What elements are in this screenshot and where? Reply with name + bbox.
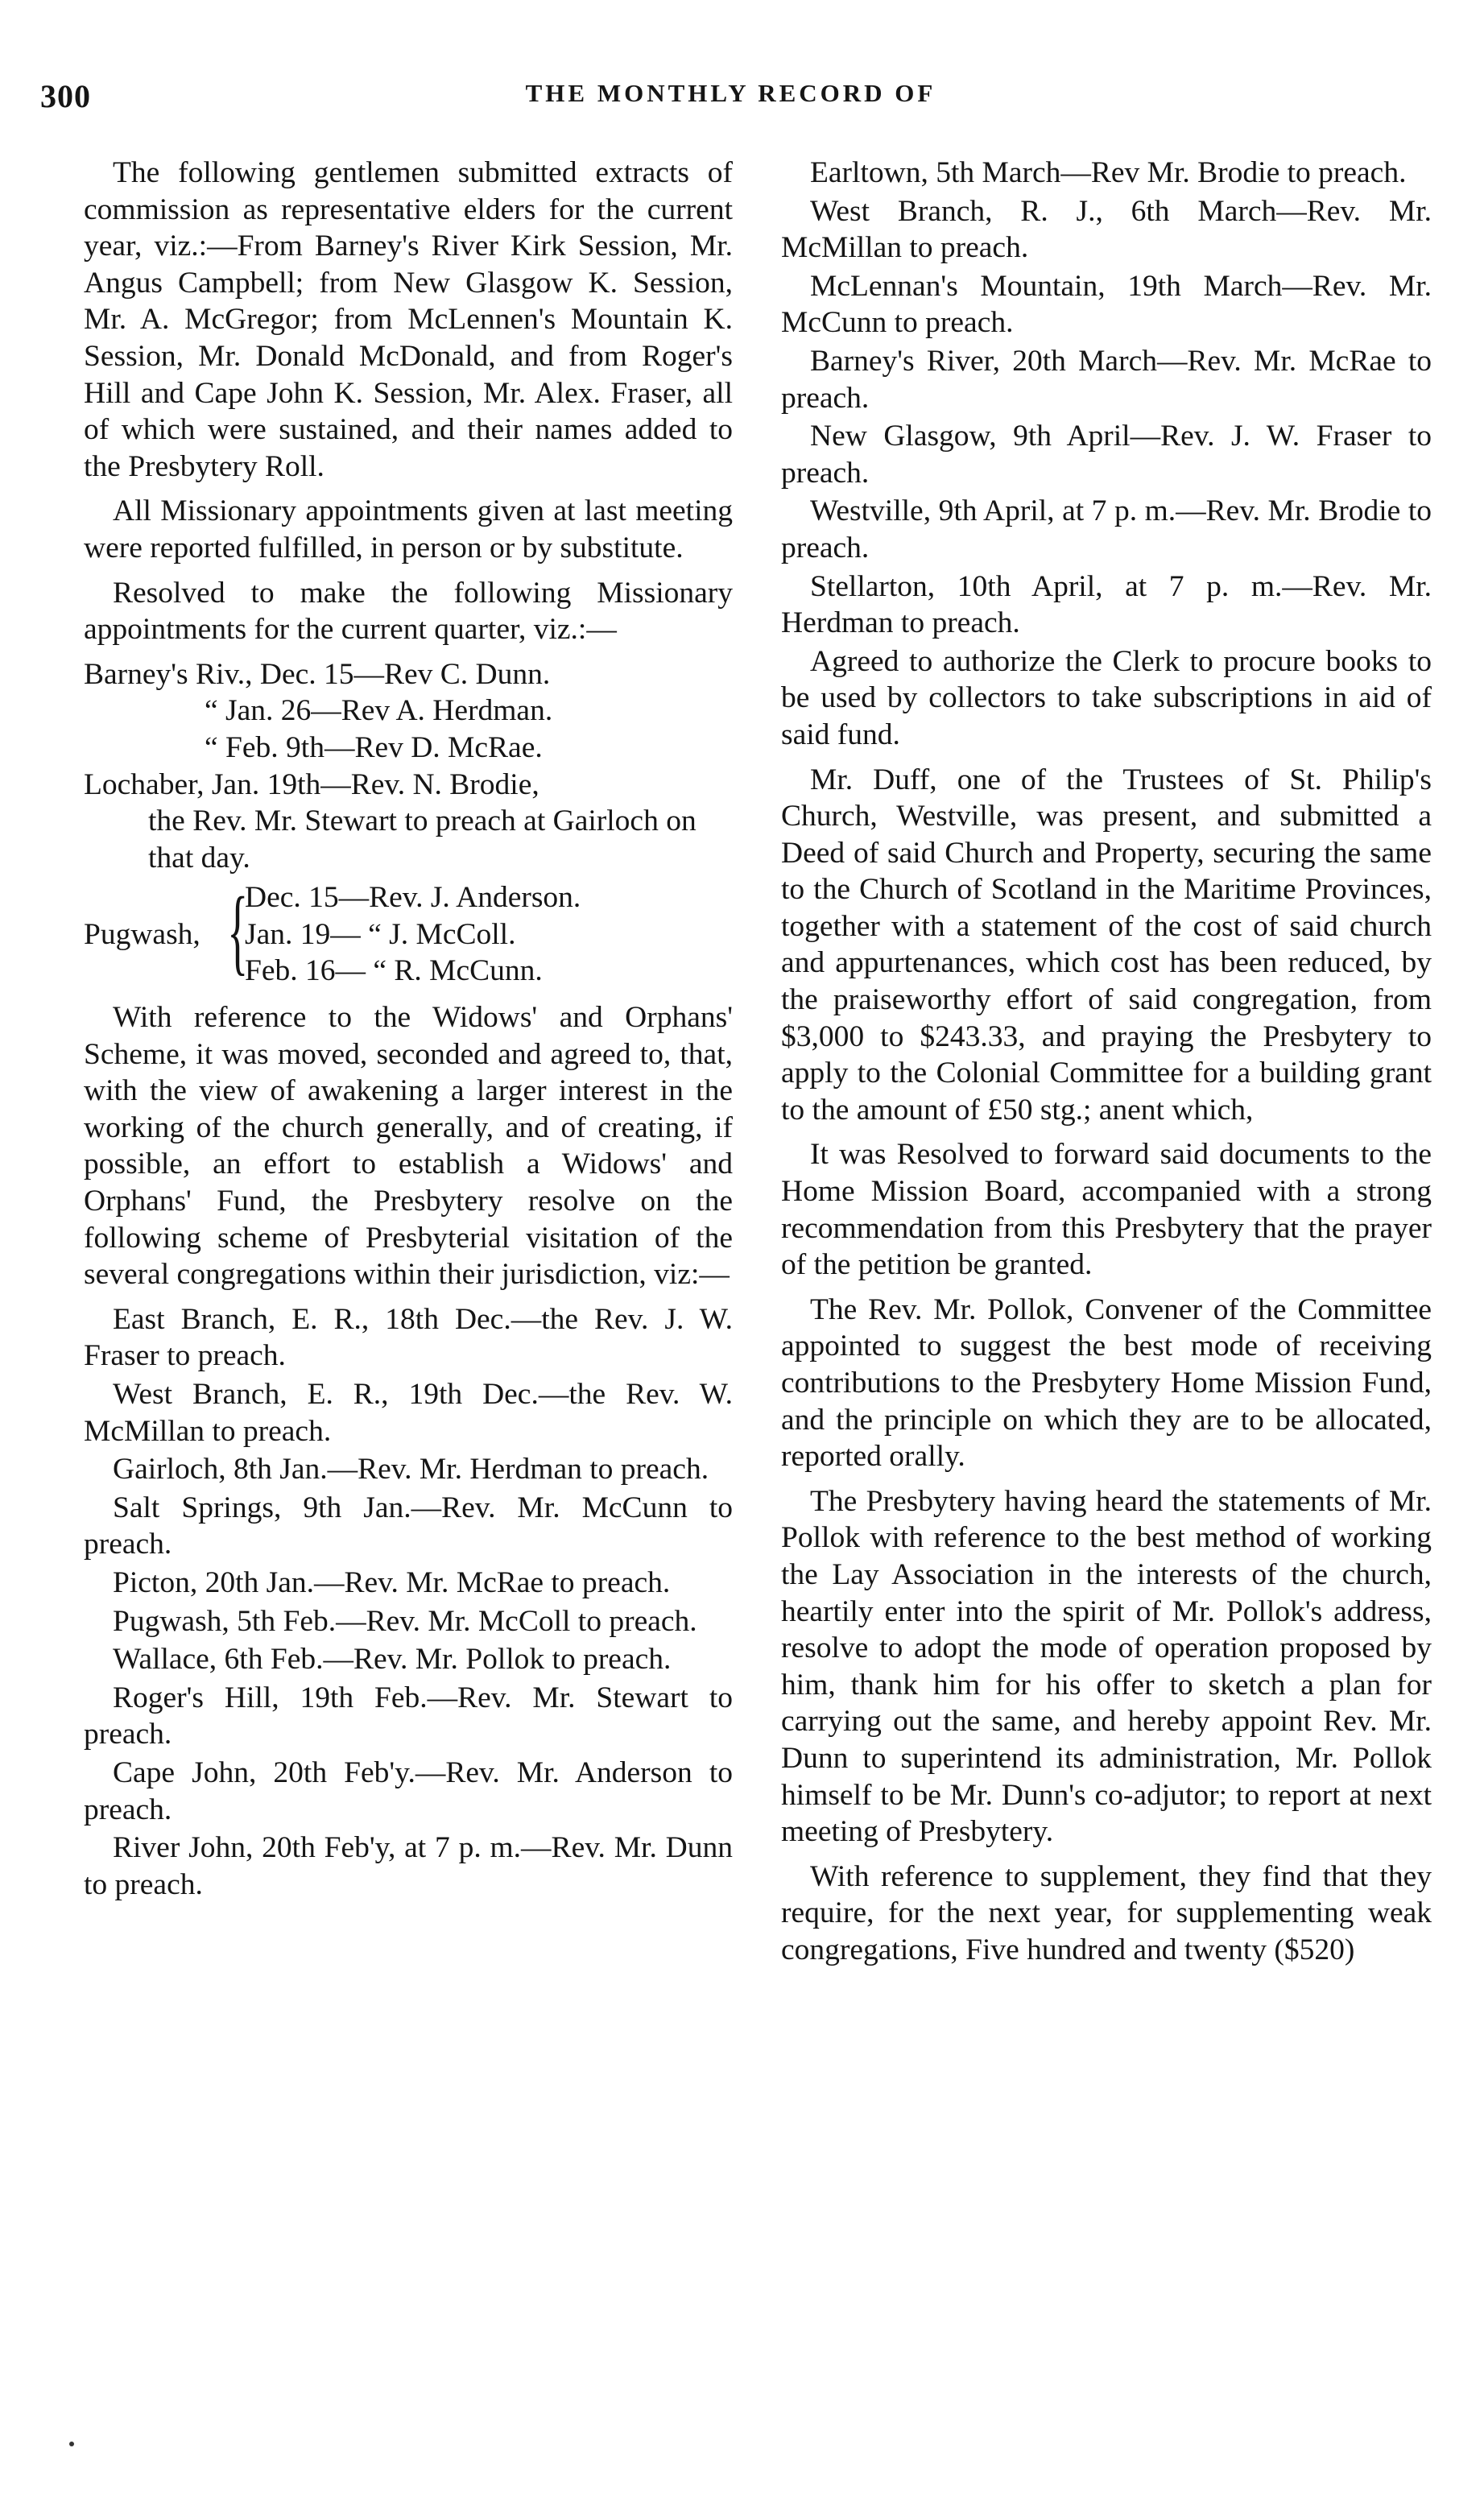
visitation-gairloch: Gairloch, 8th Jan.—Rev. Mr. Herdman to preach. [113,1453,709,1487]
pugwash-label: Pugwash, [84,917,200,951]
paragraph-st-philips-church: Mr. Duff, one of the Trustees of St. Philip's Church, Westville, was present, and submitted a Deed of said Church and Property, securing the same to the Church of Scotland in the Maritime Provinces, together with a statement of the cost of said church and appurtenances, which cost has been reduced, by the praiseworthy effort of said congregation, from $3,000 to $243.33, and praying the Presbytery to apply to the Colonial Committee for a building grant to the amount of £50 stg.; anent which, [781,763,1432,1127]
paragraph-lay-association: The Presbytery having heard the statements of Mr. Pollok with reference to the best method of working the Lay Association in the interests of the church, heartily enter into the spirit of Mr. Pollok's address, resolve to adopt the mode of operation proposed by him, thank him for his offer to sketch a plan for carrying out the same, and hereby appoint Rev. Mr. Dunn to superintend its administration, Mr. Pollok himself to be Mr. Dunn's co-adjutor; to report at next meeting of Presbytery. [781,1484,1432,1849]
visitation-rogers-hill: Roger's Hill, 19th Feb.—Rev. Mr. Stewart to preach. [84,1681,733,1751]
visitation-cape-john: Cape John, 20th Feb'y.—Rev. Mr. Anderson to preach. [84,1755,733,1826]
visitation-river-john: River John, 20th Feb'y, at 7 p. m.—Rev. Mr. Dunn to preach. [84,1831,733,1901]
visitation-earltown: Earltown, 5th March—Rev Mr. Brodie to preach. [810,156,1407,189]
visitation-picton: Picton, 20th Jan.—Rev. Mr. McRae to preach. [113,1565,671,1599]
appointment-lochaber-gairloch: the Rev. Mr. Stewart to preach at Gairloch on that day. [148,804,697,875]
page-number: 300 [40,78,91,114]
visitation-west-branch-rj: West Branch, R. J., 6th March—Rev. Mr. McMillan to preach. [781,194,1432,265]
visitation-barneys-river: Barney's River, 20th March—Rev. Mr. McRae to preach. [781,344,1432,415]
visitation-stellarton: Stellarton, 10th April, at 7 p. m.—Rev. Mr. Herdman to preach. [781,569,1432,640]
paragraph-supplement: With reference to supplement, they find that they require, for the next year, for supplementing weak congregations, Five hundred and twenty ($520) [781,1859,1432,1966]
page-header [40,77,1421,126]
paragraph-resolved-forward: It was Resolved to forward said documents to the Home Mission Board, accompanied with a strong recommendation from this Presbytery that the prayer of the petition be granted. [781,1138,1432,1282]
paragraph-collector-books: Agreed to authorize the Clerk to procure books to be used by collectors to take subscriptions in aid of said fund. [781,644,1432,751]
paragraph-elders: The following gentlemen submitted extracts of commission as representative elders for the current year, viz.:—From Barney's River Kirk Session, Mr. Angus Campbell; from New Glasgow K. Session, Mr. A. McGregor; from McLennen's Mountain K. Session, Mr. Donald McDonald, and from Roger's Hill and Cape John K. Session, Mr. Alex. Fraser, all of which were sustained, and their names added to the Presbytery Roll. [84,156,733,483]
left-column [84,155,733,1904]
appointment-pugwash-feb: Feb. 16— “ R. McCunn. [245,954,543,988]
paragraph-appointments-fulfilled: All Missionary appointments given at last meeting were reported fulfilled, in person or by substitute. [84,494,733,564]
visitation-mclennans-mountain: McLennan's Mountain, 19th March—Rev. Mr. McCunn to preach. [781,269,1432,340]
page-speck [69,2442,74,2446]
appointment-barneys-river-jan: “ Jan. 26—Rev A. Herdman. [205,694,553,728]
appointment-pugwash-jan: Jan. 19— “ J. McColl. [245,917,516,951]
visitation-wallace: Wallace, 6th Feb.—Rev. Mr. Pollok to preach. [113,1643,672,1677]
paragraph-pollok-committee: The Rev. Mr. Pollok, Convener of the Committee appointed to suggest the best mode of receiving contributions to the Presbytery Home Mission Fund, and the principle on which they are to be allocated, reported orally. [781,1292,1432,1474]
running-head: THE MONTHLY RECORD OF [525,79,936,107]
visitation-east-branch: East Branch, E. R., 18th Dec.—the Rev. J. W. Fraser to preach. [84,1302,733,1373]
appointment-pugwash-group [84,876,733,990]
right-column [781,155,1432,1977]
paragraph-resolved-appointments: Resolved to make the following Missionary appointments for the current quarter, viz.:— [84,576,733,647]
paragraph-widows-orphans-scheme: With reference to the Widows' and Orphans' Scheme, it was moved, seconded and agreed to, that, with the view of awakening a larger interest in the working of the church generally, and of creating, if possible, an effort to establish a Widows' and Orphans' Fund, the Presbytery resolve on the following scheme of Presbyterial visitation of the several congregations within their jurisdiction, viz:— [84,1001,733,1292]
visitation-salt-springs: Salt Springs, 9th Jan.—Rev. Mr. McCunn to preach. [84,1491,733,1561]
pugwash-dates [245,879,733,990]
appointment-barneys-river-feb: “ Feb. 9th—Rev D. McRae. [205,730,543,764]
missionary-appointments-list [84,656,733,990]
appointment-pugwash-dec: Dec. 15—Rev. J. Anderson. [245,881,581,915]
appointment-barneys-river-dec: Barney's Riv., Dec. 15—Rev C. Dunn. [84,657,551,691]
visitation-new-glasgow: New Glasgow, 9th April—Rev. J. W. Fraser to preach. [781,420,1432,490]
brace-glyph: { [227,876,249,984]
visitation-pugwash: Pugwash, 5th Feb.—Rev. Mr. McColl to preach. [113,1604,697,1638]
visitation-westville: Westville, 9th April, at 7 p. m.—Rev. Mr. Brodie to preach. [781,494,1432,564]
appointment-lochaber: Lochaber, Jan. 19th—Rev. N. Brodie, [84,767,539,801]
visitation-west-branch: West Branch, E. R., 19th Dec.—the Rev. W. McMillan to preach. [84,1378,733,1448]
